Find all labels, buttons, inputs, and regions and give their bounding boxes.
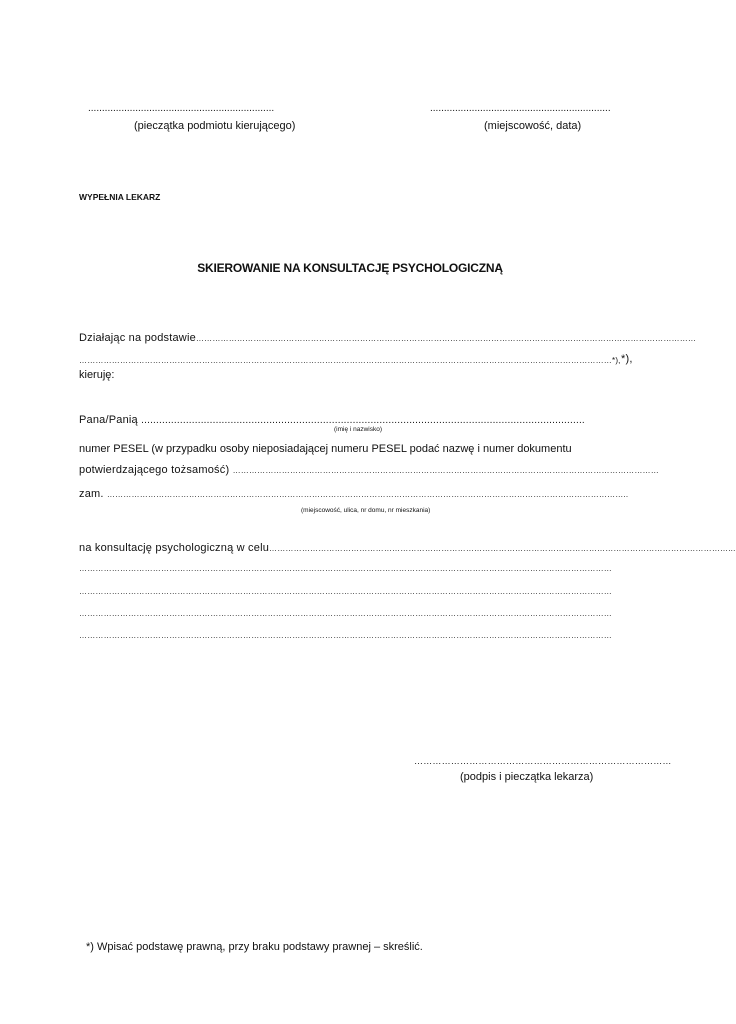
person-line bbox=[79, 414, 635, 426]
basis-label: Działając na podstawie bbox=[79, 332, 196, 344]
stamp-dots: ................................................................... bbox=[88, 103, 275, 114]
place-label: (miejscowość, data) bbox=[484, 120, 582, 132]
address-dots: ……………………………………………………………………………………………………………………………………………………………………….. bbox=[106, 490, 629, 499]
place-dots: ................................................................. bbox=[430, 103, 611, 114]
address-label: zam. bbox=[79, 488, 107, 500]
footnote-marker: *), bbox=[621, 353, 633, 365]
person-dots: ..................................................................................................................................................... bbox=[141, 415, 585, 426]
purpose-line-4: …………………………………………………………………………………………………………………………………………………………………………… bbox=[79, 631, 612, 640]
basis-dots-2: ……………………………………………………………………………………………………………………………………………………………………………*), bbox=[79, 356, 621, 365]
purpose-line bbox=[79, 542, 736, 554]
purpose-line-2: …………………………………………………………………………………………………………………………………………………………………………… bbox=[79, 587, 612, 596]
person-label: Pana/Panią bbox=[79, 414, 142, 426]
signature-dots: ………………………………………………………………………… bbox=[414, 756, 672, 766]
basis-line-2 bbox=[79, 353, 639, 365]
refer-label: kieruję: bbox=[79, 369, 115, 381]
footnote: *) Wpisać podstawę prawną, przy braku podstawy prawnej – skreślić. bbox=[86, 941, 423, 953]
fills-by-label: WYPEŁNIA LEKARZ bbox=[79, 192, 161, 202]
address-line bbox=[79, 488, 639, 500]
basis-line bbox=[79, 332, 697, 344]
purpose-dots: ……………………………………………………………………………………………………………………………………………………... bbox=[269, 544, 736, 553]
purpose-line-1: …………………………………………………………………………………………………………………………………………………………………………… bbox=[79, 564, 612, 573]
purpose-label: na konsultację psychologiczną w celu bbox=[79, 542, 270, 554]
address-sub: (miejscowość, ulica, nr domu, nr mieszkania) bbox=[301, 507, 431, 514]
signature-label: (podpis i pieczątka lekarza) bbox=[460, 771, 594, 783]
purpose-line-3: …………………………………………………………………………………………………………………………………………………………………………… bbox=[79, 609, 612, 618]
page-title: SKIEROWANIE NA KONSULTACJĘ PSYCHOLOGICZNĄ bbox=[197, 261, 503, 275]
pesel-line: numer PESEL (w przypadku osoby nieposiadającej numeru PESEL podać nazwę i numer dokumentu bbox=[79, 443, 572, 455]
confirm-dots: ………………………………………………………………………………………………………………………………………… bbox=[232, 466, 659, 475]
confirm-line bbox=[79, 464, 659, 476]
confirm-label: potwierdzającego tożsamość) bbox=[79, 464, 233, 476]
basis-dots: ………………………………………………………………………………………………………………………………………………………………… bbox=[195, 334, 697, 343]
person-sub: (imię i nazwisko) bbox=[334, 426, 383, 433]
stamp-label: (pieczątka podmiotu kierującego) bbox=[134, 120, 296, 132]
